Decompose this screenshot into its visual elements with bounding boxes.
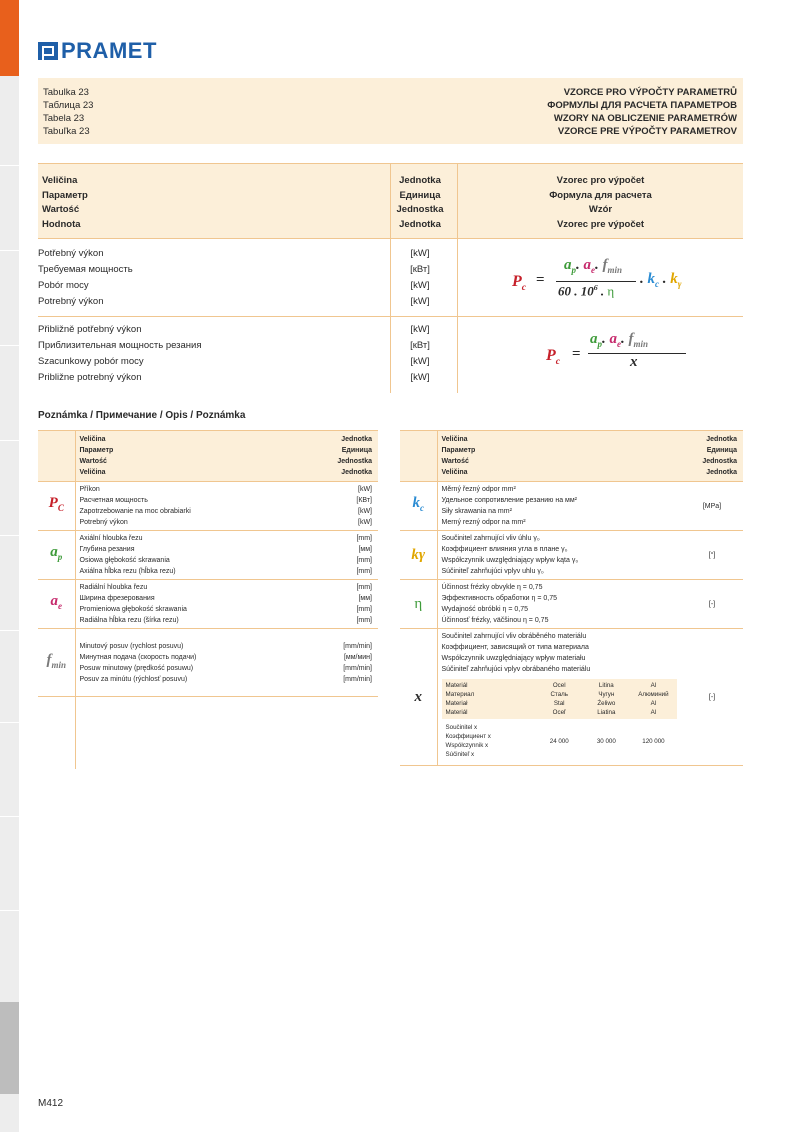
unit-line: [kW] bbox=[358, 508, 372, 515]
unit-line: [kW] bbox=[410, 296, 430, 307]
label-line: Чугун bbox=[598, 691, 615, 698]
label-line: Potrebný výkon bbox=[38, 296, 104, 307]
row-labels bbox=[75, 482, 308, 531]
header-cell: Wartość bbox=[42, 204, 80, 215]
kg-symbol: k bbox=[670, 271, 678, 287]
tab-divider bbox=[0, 440, 19, 441]
table-number-cz: Tabulka 23 bbox=[43, 87, 89, 98]
unit-line: [мм] bbox=[358, 595, 372, 602]
fraction-bar bbox=[556, 281, 636, 282]
unit-line: [кВт] bbox=[410, 340, 430, 351]
quantity-header bbox=[437, 431, 681, 482]
ap-symbol: a bbox=[564, 257, 572, 273]
ae-symbol: a bbox=[583, 257, 591, 273]
subscript: c bbox=[555, 356, 561, 368]
symbol: kγ bbox=[411, 546, 426, 563]
tab-divider bbox=[0, 910, 19, 911]
tab-divider bbox=[0, 535, 19, 536]
label-line: Ширина фрезерования bbox=[79, 595, 155, 602]
table-title bbox=[547, 86, 737, 138]
label-line: Posuw minutowy (prędkość posuwu) bbox=[79, 664, 194, 672]
unit-line: [mm] bbox=[356, 606, 372, 613]
subscript: e bbox=[591, 265, 595, 275]
brand-name: PRAMET bbox=[61, 38, 157, 63]
label-line: Oceľ bbox=[552, 709, 566, 716]
coefficient-head bbox=[442, 719, 536, 763]
header-line: Jednostka bbox=[337, 458, 372, 465]
header-cell: Vzorec pro výpočet bbox=[556, 175, 645, 186]
label-line: Materiál bbox=[445, 709, 468, 716]
quantity-header bbox=[42, 174, 88, 232]
table-title-band bbox=[38, 78, 743, 144]
label-line: Эффективность обработки η = 0,75 bbox=[441, 595, 558, 602]
row-labels bbox=[437, 580, 681, 629]
table-row bbox=[38, 629, 378, 697]
label-line: Приблизительная мощность резания bbox=[38, 340, 202, 351]
header-cell: Wzór bbox=[588, 204, 613, 215]
label-line: Pobór mocy bbox=[38, 280, 89, 291]
table-title-pl: WZORY NA OBLICZENIE PARAMETRÓW bbox=[553, 113, 737, 124]
header-line: Параметр bbox=[441, 447, 476, 454]
header-line: Jednotka bbox=[341, 436, 372, 443]
label-line: Přibližně potřebný výkon bbox=[38, 324, 142, 335]
unit-line: [kW] bbox=[410, 248, 430, 259]
label-line: Алюминий bbox=[638, 691, 669, 698]
label-line: Účinnosť frézky, väčšinou η = 0,75 bbox=[441, 617, 549, 624]
row-labels bbox=[75, 629, 308, 697]
coefficient-row bbox=[442, 719, 678, 763]
formula-numerator bbox=[564, 257, 622, 275]
label-line: Promieniowa głębokość skrawania bbox=[79, 606, 187, 613]
header-line: Veličina bbox=[441, 469, 468, 476]
dot: . bbox=[621, 331, 625, 347]
label-line: Минутная подача (скорость подачи) bbox=[79, 653, 197, 661]
label-line: Minutový posuv (rychlost posuvu) bbox=[79, 642, 184, 650]
row-labels bbox=[437, 482, 681, 531]
eta-symbol bbox=[400, 580, 437, 629]
dot: . bbox=[595, 257, 599, 273]
unit-line: [mm] bbox=[356, 584, 372, 591]
label-line: Litina bbox=[598, 682, 614, 689]
label-line: Potrebný výkon bbox=[79, 519, 128, 526]
unit-line: [kW] bbox=[410, 372, 430, 383]
material-aluminium bbox=[630, 679, 677, 719]
material-row bbox=[442, 679, 678, 719]
header-line: Jednotka bbox=[706, 469, 737, 476]
label-line: Współczynnik uwzględniający wpływ kąta γ₀ bbox=[441, 557, 579, 564]
required-power-units bbox=[390, 246, 450, 310]
label-line: Сталь bbox=[550, 691, 568, 698]
table-title-cz: VZORCE PRO VÝPOČTY PARAMETRŮ bbox=[563, 87, 737, 98]
approx-power-units bbox=[390, 322, 450, 386]
table-row-empty bbox=[38, 697, 378, 769]
table-row bbox=[38, 580, 378, 629]
unit-line: [mm/min] bbox=[343, 642, 372, 650]
coefficient-cast-iron: 30 000 bbox=[596, 737, 616, 745]
label-line: Zapotrzebowanie na moc obrabiarki bbox=[79, 508, 191, 515]
subscript: p bbox=[597, 339, 602, 349]
row-units bbox=[308, 531, 378, 580]
symbol: P bbox=[546, 347, 556, 364]
table-row bbox=[38, 482, 378, 531]
label-line: Účinnost frézky obvykle η = 0,75 bbox=[441, 584, 543, 591]
section-tab-strip bbox=[0, 0, 19, 1132]
row-labels bbox=[437, 629, 681, 766]
label-line: Materiał bbox=[445, 700, 468, 707]
table-row bbox=[400, 531, 743, 580]
label-line: Al bbox=[650, 700, 657, 707]
row-unit: [°] bbox=[681, 531, 743, 580]
row-unit: [-] bbox=[681, 580, 743, 629]
label-line: Расчетная мощность bbox=[79, 497, 148, 504]
row-units bbox=[308, 629, 378, 697]
header-line: Veličina bbox=[79, 436, 106, 443]
symbol: P bbox=[512, 273, 522, 290]
header-line: Jednotka bbox=[341, 469, 372, 476]
empty-cell bbox=[308, 697, 378, 769]
subscript: e bbox=[58, 601, 62, 611]
formula-lhs bbox=[546, 347, 560, 367]
dot: . bbox=[576, 257, 580, 273]
subscript: γ bbox=[677, 279, 682, 289]
ap-symbol: a bbox=[590, 331, 598, 347]
header-cell: Veličina bbox=[42, 175, 78, 186]
formula-lhs bbox=[512, 273, 526, 293]
material-steel bbox=[536, 679, 583, 719]
unit-line: [kW] bbox=[358, 486, 372, 493]
label-line: Коэффициент, зависящий от типа материала bbox=[441, 644, 589, 651]
unit-line: [мм/мин] bbox=[343, 653, 372, 661]
dot: . bbox=[597, 283, 608, 299]
subscript: min bbox=[607, 265, 623, 275]
header-line: Jednostka bbox=[702, 458, 737, 465]
kc-symbol: k bbox=[647, 271, 655, 287]
label-line: Súčiniteľ x bbox=[445, 751, 475, 758]
label-line: Merný rezný odpor na mm² bbox=[441, 519, 526, 526]
empty-cell bbox=[75, 697, 308, 769]
label-line: Součinitel x bbox=[445, 724, 478, 731]
header-line: Wartość bbox=[441, 458, 469, 465]
unit-line: [kW] bbox=[410, 324, 430, 335]
tab-divider bbox=[0, 630, 19, 631]
unit-line: [kW] bbox=[410, 356, 430, 367]
label-line: Súčiniteľ zahrňujúci vplyv uhlu γ₀ bbox=[441, 568, 544, 575]
ap-symbol bbox=[38, 531, 75, 580]
table-row bbox=[400, 482, 743, 531]
equals-sign: = bbox=[572, 346, 581, 362]
kgamma-symbol bbox=[400, 531, 437, 580]
symbol: a bbox=[50, 544, 58, 560]
formula-factors bbox=[640, 271, 682, 289]
approx-power-formula bbox=[546, 331, 696, 379]
label-line: Součinitel zahrnující vliv obráběného materiálu bbox=[441, 633, 587, 640]
tab-divider bbox=[0, 345, 19, 346]
quantity-header bbox=[75, 431, 308, 482]
row-units bbox=[308, 482, 378, 531]
header-line: Jednotka bbox=[706, 436, 737, 443]
row-unit: [MPa] bbox=[681, 482, 743, 531]
header-line: Wartość bbox=[79, 458, 107, 465]
subscript: c bbox=[521, 282, 527, 294]
row-divider bbox=[38, 316, 743, 317]
symbol: f bbox=[46, 651, 52, 668]
unit-header bbox=[308, 431, 378, 482]
row-units bbox=[308, 580, 378, 629]
subscript: p bbox=[57, 552, 63, 562]
label-line: Potřebný výkon bbox=[38, 248, 104, 259]
label-line: Szacunkowy pobór mocy bbox=[38, 356, 144, 367]
formula-numerator bbox=[590, 331, 648, 349]
symbol: a bbox=[50, 593, 58, 609]
label-line: Približne potrebný výkon bbox=[38, 372, 142, 383]
label-line: Siły skrawania na mm² bbox=[441, 508, 512, 515]
label-line: Posuv za minútu (rýchlosť posuvu) bbox=[79, 675, 188, 683]
label-line: Współczynnik x bbox=[445, 742, 489, 749]
formula-header bbox=[458, 174, 743, 232]
label-line: Wydajność obróbki η = 0,75 bbox=[441, 606, 529, 613]
row-unit: [-] bbox=[681, 629, 743, 766]
section-tab-dark bbox=[0, 1002, 19, 1094]
eta-symbol: η bbox=[607, 283, 615, 299]
header-cell: Параметр bbox=[42, 189, 88, 201]
unit-line: [mm/min] bbox=[343, 675, 372, 683]
symbol: x bbox=[414, 688, 422, 705]
label-line: Ocel bbox=[552, 682, 566, 689]
f-symbol: f bbox=[602, 257, 608, 273]
label-line: Al bbox=[650, 709, 657, 716]
note-title: Poznámka / Примечание / Opis / Poznámka bbox=[38, 410, 246, 421]
approx-power-labels bbox=[38, 322, 202, 386]
label-line: Stal bbox=[553, 700, 565, 707]
row-labels bbox=[75, 531, 308, 580]
header-cell: Jednostka bbox=[396, 204, 444, 215]
denominator-x: x bbox=[630, 354, 638, 370]
tab-divider bbox=[0, 816, 19, 817]
label-line: Materiál bbox=[445, 682, 468, 689]
note-table-right bbox=[400, 430, 743, 766]
header-line: Veličina bbox=[79, 469, 106, 476]
empty-cell bbox=[38, 697, 75, 769]
label-line: Глубина резания bbox=[79, 546, 135, 553]
row-labels bbox=[75, 580, 308, 629]
label-line: Axiální hloubka řezu bbox=[79, 535, 143, 542]
ae-symbol: a bbox=[609, 331, 617, 347]
active-section-tab bbox=[0, 0, 19, 76]
label-line: Удельное сопротивление резанию на мм² bbox=[441, 497, 577, 504]
table-title-sk: VZORCE PRE VÝPOČTY PARAMETROV bbox=[557, 126, 737, 137]
dot: . bbox=[662, 271, 667, 287]
table-number-pl: Tabela 23 bbox=[43, 113, 85, 124]
unit-header bbox=[390, 174, 450, 232]
dot: . bbox=[602, 331, 606, 347]
unit-line: [kW] bbox=[410, 280, 430, 291]
header-spacer bbox=[400, 431, 437, 482]
label-line: Radiálna hĺbka rezu (šírka rezu) bbox=[79, 617, 179, 624]
pramet-logo bbox=[38, 38, 157, 64]
header-line: Параметр bbox=[79, 447, 114, 454]
header-cell: Формула для расчета bbox=[549, 189, 652, 201]
symbol: η bbox=[414, 595, 423, 612]
subscript: c bbox=[420, 503, 424, 513]
material-head bbox=[442, 679, 536, 719]
row-labels bbox=[437, 531, 681, 580]
denominator-number: 60 . 10 bbox=[558, 283, 594, 299]
pramet-logo-icon bbox=[38, 42, 58, 60]
label-line: Radiální hloubka řezu bbox=[79, 584, 148, 591]
symbol: k bbox=[412, 495, 420, 511]
power-formula bbox=[512, 259, 742, 307]
x-symbol bbox=[400, 629, 437, 766]
label-line: Коэффициент x bbox=[445, 733, 491, 740]
header-cell: Единица bbox=[399, 189, 441, 201]
formula-table bbox=[38, 163, 743, 393]
table-title-ru: ФОРМУЛЫ ДЛЯ РАСЧЕТА ПАРАМЕТРОВ bbox=[547, 100, 737, 111]
coefficient-aluminium: 120 000 bbox=[642, 737, 665, 745]
unit-header bbox=[681, 431, 743, 482]
header-cell: Jednotka bbox=[399, 218, 441, 230]
f-symbol: f bbox=[628, 331, 634, 347]
unit-line: [kW] bbox=[358, 519, 372, 526]
pc-symbol bbox=[38, 482, 75, 531]
table-number-ru: Таблица 23 bbox=[43, 100, 94, 111]
label-line: Osiowa głębokość skrawania bbox=[79, 557, 170, 564]
column-divider bbox=[457, 163, 458, 393]
subscript: p bbox=[571, 265, 576, 275]
subscript: min bbox=[633, 339, 649, 349]
header-cell: Jednotka bbox=[399, 175, 441, 186]
table-number-sk: Tabuľka 23 bbox=[43, 126, 90, 137]
table-number bbox=[43, 86, 93, 138]
exponent: 6 bbox=[593, 283, 598, 292]
label-line: Súčiniteľ zahrňujúci vplyv obrábaného materiálu bbox=[441, 666, 591, 673]
header-spacer bbox=[38, 431, 75, 482]
label-line: Příkon bbox=[79, 486, 100, 493]
label-line: Měrný řezný odpor mm² bbox=[441, 486, 516, 493]
dot: . bbox=[640, 271, 644, 287]
unit-line: [кВт] bbox=[410, 264, 430, 275]
material-table bbox=[442, 679, 678, 763]
label-line: Żeliwo bbox=[597, 700, 616, 707]
note-table-header bbox=[400, 431, 743, 482]
tab-divider bbox=[0, 250, 19, 251]
kc-symbol bbox=[400, 482, 437, 531]
label-line: Требуемая мощность bbox=[38, 264, 133, 275]
required-power-labels bbox=[38, 246, 133, 310]
unit-line: [mm] bbox=[356, 535, 372, 542]
note-table-header bbox=[38, 431, 378, 482]
header-line: Единица bbox=[706, 447, 737, 454]
label-line: Материал bbox=[445, 691, 475, 698]
header-line: Veličina bbox=[441, 436, 468, 443]
label-line: Axiálna hĺbka rezu (hĺbka rezu) bbox=[79, 568, 176, 575]
note-table-left bbox=[38, 430, 378, 769]
subscript: c bbox=[655, 279, 659, 289]
label-line: Współczynnik uwzględniający wpływ materiału bbox=[441, 655, 586, 662]
table-row bbox=[400, 629, 743, 766]
label-line: Liatina bbox=[597, 709, 616, 716]
table-row bbox=[400, 580, 743, 629]
material-cast-iron bbox=[583, 679, 630, 719]
subscript: min bbox=[51, 659, 66, 670]
unit-line: [mm] bbox=[356, 568, 372, 575]
table-row bbox=[38, 531, 378, 580]
subscript: e bbox=[617, 339, 621, 349]
ae-symbol bbox=[38, 580, 75, 629]
tab-divider bbox=[0, 722, 19, 723]
unit-line: [КВт] bbox=[356, 497, 372, 504]
unit-line: [мм] bbox=[358, 546, 372, 553]
page-number: M412 bbox=[38, 1098, 64, 1109]
equals-sign: = bbox=[536, 272, 545, 288]
header-line: Единица bbox=[341, 447, 372, 454]
unit-line: [mm] bbox=[356, 557, 372, 564]
coefficient-steel: 24 000 bbox=[549, 737, 569, 745]
label-line: Al bbox=[650, 682, 657, 689]
label-line: Součinitel zahrnující vliv úhlu γ₀ bbox=[441, 535, 540, 542]
header-cell: Vzorec pre výpočet bbox=[556, 218, 645, 230]
subscript: C bbox=[57, 503, 64, 513]
formula-denominator bbox=[558, 283, 614, 299]
header-cell: Hodnota bbox=[42, 218, 81, 230]
fmin-symbol bbox=[38, 629, 75, 697]
unit-line: [mm] bbox=[356, 617, 372, 624]
unit-line: [mm/min] bbox=[343, 664, 372, 672]
label-line: Коэффициент влияния угла в плане γ₀ bbox=[441, 546, 568, 553]
tab-divider bbox=[0, 165, 19, 166]
symbol: P bbox=[48, 495, 58, 511]
